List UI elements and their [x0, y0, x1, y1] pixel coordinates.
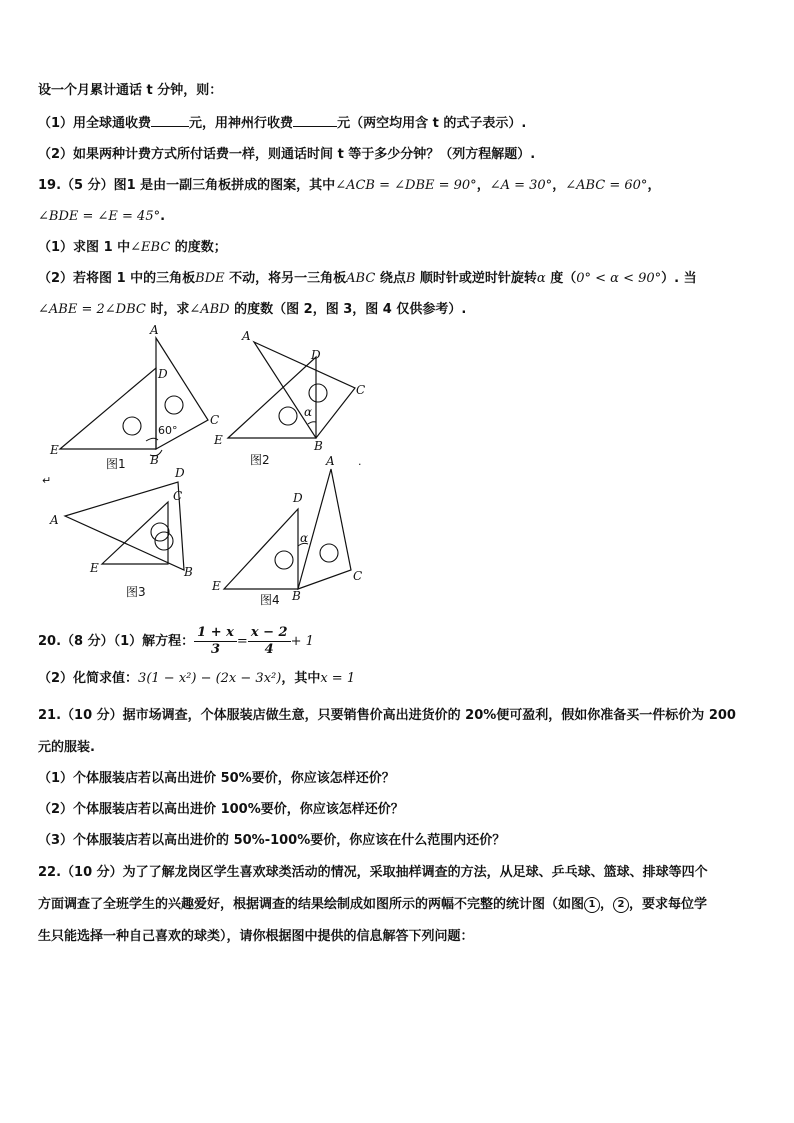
fig1-angle-60: 60° — [158, 424, 178, 437]
fig3-caption: 图3 — [126, 585, 146, 599]
fig2-label-E: E — [214, 433, 223, 447]
q21-part3: （3）个体服装店若以高出进价的 50%-100%要价，你应该在什么范围内还价？ — [38, 833, 506, 848]
fig1-label-C: C — [210, 413, 220, 427]
q22-line1: 22.（10 分）为了了解龙岗区学生喜欢球类活动的情况，采取抽样调查的方法，从足球、乒乓球、篮球、排球等四个 — [38, 865, 708, 880]
q18-part1: （1）用全球通收费 元，用神州行收费 元（两空均用含 t 的式子表示）. — [38, 116, 527, 131]
fig3-label-D: D — [175, 466, 185, 480]
fig2-label-B: B — [314, 439, 323, 453]
q18-part2: （2）如果两种计费方式所付话费一样，则通话时间 t 等于多少分钟？（列方程解题）. — [38, 147, 536, 162]
fig4-label-E: E — [212, 579, 221, 593]
q21-line1: 21.（10 分）据市场调查，个体服装店做生意，只要销售价高出进货价的 20%便可盈利，假如你准备买一件标价为 200 — [38, 708, 736, 723]
fig4-dot: . — [358, 455, 362, 468]
q19-part2-cont: ∠ABE = 2∠DBC 时，求∠ABD 的度数（图 2，图 3，图 4 仅供参考）. — [38, 302, 467, 317]
answer-blank-2[interactable] — [293, 114, 337, 127]
q19-head: 19.（5 分）图1 是由一副三角板拼成的图案，其中∠ACB = ∠DBE = 90°，∠A = 30°，∠ABC = 60°， — [38, 178, 661, 193]
fig1-caption: 图1 — [106, 457, 126, 471]
q19-part1: （1）求图 1 中∠EBC 的度数； — [38, 240, 227, 255]
fraction-1: $\frac{1 + x}{3}$ — [194, 625, 237, 658]
fig2-label-C: C — [356, 383, 366, 397]
fig1-label-E: E — [50, 443, 59, 457]
figure-1 — [50, 323, 230, 476]
fig4-label-D: D — [293, 491, 303, 505]
fig4-caption: 图4 — [260, 593, 280, 607]
q21-line2: 元的服装. — [38, 740, 95, 755]
circled-1: 1 — [584, 897, 600, 913]
fig2-label-alpha: α — [304, 405, 313, 419]
fig4-label-A: A — [326, 454, 335, 468]
fig4-label-C: C — [353, 569, 363, 583]
q21-part1: （1）个体服装店若以高出进价 50%要价，你应该怎样还价？ — [38, 771, 395, 786]
q22-line2: 方面调查了全班学生的兴趣爱好，根据调查的结果绘制成如图所示的两幅不完整的统计图（如图 1 ， 2 ，要求每位学 — [38, 897, 708, 912]
q20-part1: 20.（8 分）（1）解方程： $\frac{1 + x}{3}$ = $\frac{x - 2}{4}$ + 1 — [38, 625, 314, 657]
q22-line3: 生只能选择一种自己喜欢的球类），请你根据图中提供的信息解答下列问题： — [38, 929, 474, 944]
fig3-label-C: C — [173, 489, 183, 503]
fig2-caption: 图2 — [250, 453, 270, 467]
figure-4 — [208, 454, 383, 614]
fig3-label-A: A — [50, 513, 59, 527]
fig4-label-B: B — [292, 589, 301, 603]
intro-text: 设一个月累计通话 t 分钟，则： — [38, 83, 223, 98]
answer-blank-1[interactable] — [151, 114, 189, 127]
q19-condition: ∠BDE = ∠E = 45°. — [38, 209, 166, 224]
stray-return-mark: ↵ — [42, 474, 52, 487]
fig2-label-D: D — [311, 348, 321, 362]
q21-part2: （2）个体服装店若以高出进价 100%要价，你应该怎样还价？ — [38, 802, 404, 817]
fig4-label-alpha: α — [300, 531, 309, 545]
fig1-label-A: A — [150, 323, 159, 337]
fig2-label-A: A — [242, 329, 251, 343]
fraction-2: $\frac{x - 2}{4}$ — [248, 625, 291, 658]
fig1-label-D: D — [158, 367, 168, 381]
fig3-label-B: B — [184, 565, 193, 579]
figure-3 — [40, 462, 215, 607]
q20-part2: （2）化简求值：3(1 − x²) − (2x − 3x²)，其中x = 1 — [38, 671, 356, 686]
circled-2: 2 — [613, 897, 629, 913]
q19-part2: （2）若将图 1 中的三角板BDE 不动，将另一三角板ABC 绕点B 顺时针或逆时针旋转α 度（0° < α < 90°）. 当 — [38, 271, 697, 286]
fig3-label-E: E — [90, 561, 99, 575]
fig1-label-B: B — [150, 453, 159, 467]
